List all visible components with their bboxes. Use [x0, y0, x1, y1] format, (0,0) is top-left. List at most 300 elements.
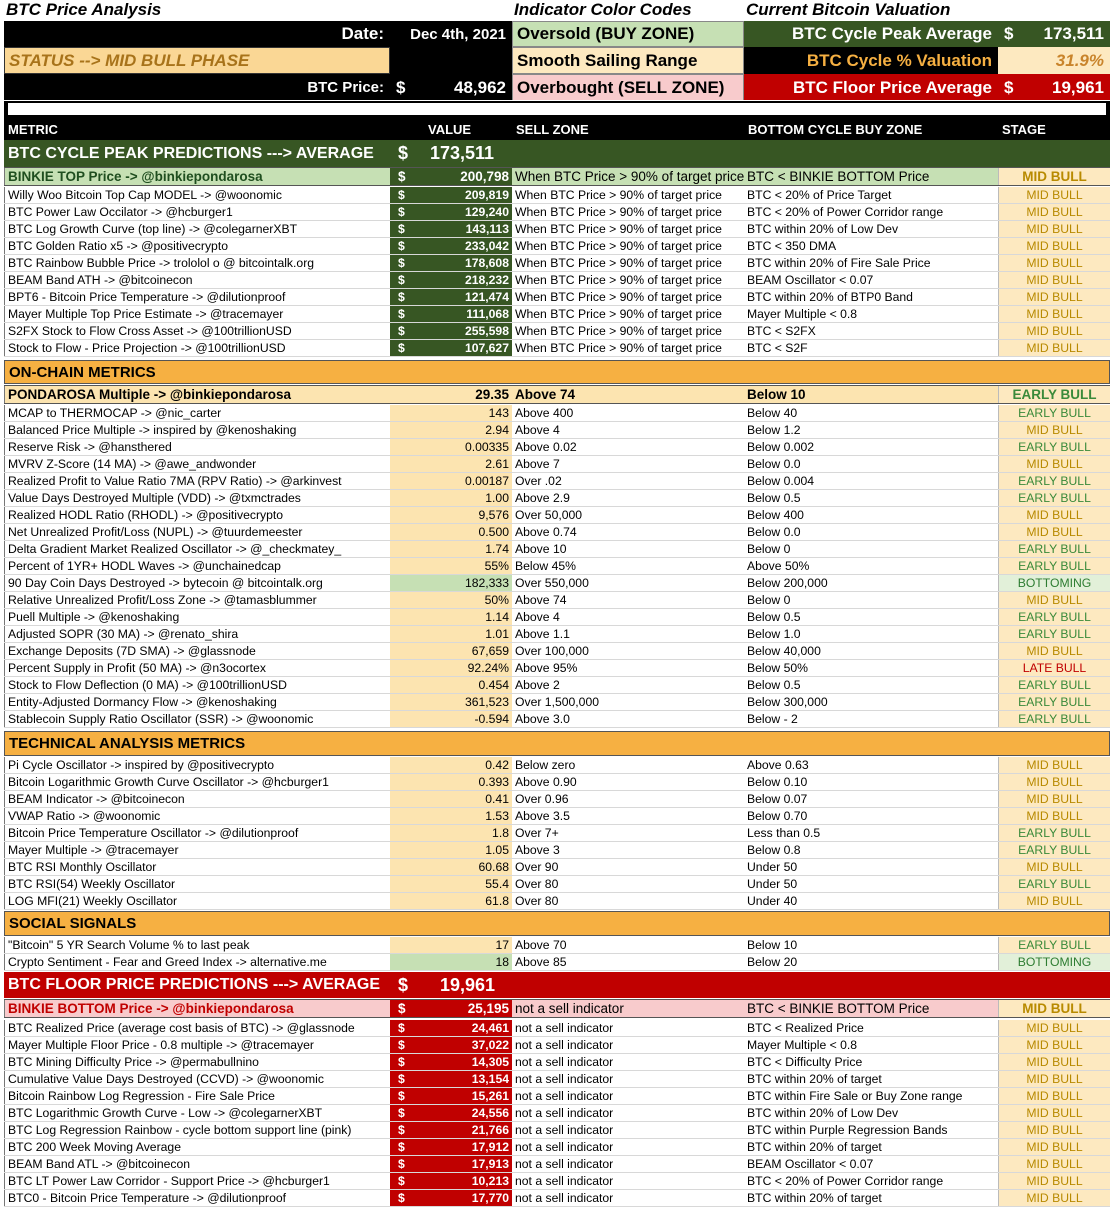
value-currency: $	[390, 1156, 420, 1172]
metric-row	[4, 1122, 1110, 1139]
stage-badge: MID BULL	[998, 1122, 1110, 1138]
metric-value: 14,305	[420, 1054, 512, 1070]
buy-zone: Below - 2	[747, 712, 798, 726]
metric-row	[4, 306, 1110, 323]
metric-row	[4, 643, 1110, 660]
lead-metric-name: BINKIE BOTTOM Price -> @binkiepondarosa	[4, 1000, 390, 1017]
metric-name: Realized HODL Ratio (RHODL) -> @positivecrypto	[4, 507, 390, 523]
metric-name: Stock to Flow Deflection (0 MA) -> @100trillionUSD	[4, 677, 390, 693]
lead-metric-name: BINKIE TOP Price -> @binkiepondarosa	[4, 168, 390, 185]
header-row-3	[4, 47, 1110, 74]
metric-value: 143,113	[420, 221, 512, 237]
sell-zone: Above 2	[515, 678, 560, 692]
metric-value: 60.68	[390, 859, 512, 875]
sell-zone: Above 3	[515, 843, 560, 857]
sell-zone: not a sell indicator	[515, 1140, 614, 1154]
lead-metric-name: PONDAROSA Multiple -> @binkiepondarosa	[4, 386, 390, 403]
col-sell: SELL ZONE	[516, 121, 589, 137]
stage-badge: BOTTOMING	[998, 575, 1110, 591]
header-row-2	[4, 21, 1110, 47]
col-stage: STAGE	[1002, 121, 1046, 137]
sell-zone: not a sell indicator	[515, 1174, 614, 1188]
metric-value: 209,819	[420, 187, 512, 203]
peak-average-label: BTC Cycle Peak Average	[744, 21, 998, 47]
buy-zone: Below 400	[747, 508, 804, 522]
header-row-1	[4, 0, 1110, 20]
stage-badge: MID BULL	[998, 791, 1110, 807]
value-currency: $	[390, 1105, 420, 1121]
smooth-legend: Smooth Sailing Range	[512, 47, 744, 74]
sell-zone: When BTC Price > 90% of target price	[515, 307, 722, 321]
sell-zone: Below 45%	[515, 559, 576, 573]
stage-badge: EARLY BULL	[998, 711, 1110, 727]
buy-zone: BTC within Purple Regression Bands	[747, 1123, 948, 1137]
metric-name: BTC0 - Bitcoin Price Temperature -> @dilutionproof	[4, 1190, 390, 1206]
sell-zone: Below zero	[515, 758, 576, 772]
metric-row	[4, 1173, 1110, 1190]
sell-zone: Above 2.9	[515, 491, 570, 505]
buy-zone: Below 10	[747, 938, 798, 952]
stage-badge: MID BULL	[998, 1190, 1110, 1206]
valuation-title: Current Bitcoin Valuation	[746, 0, 951, 19]
stage-badge: MID BULL	[998, 306, 1110, 322]
floor-section-fill	[512, 972, 1110, 998]
metric-row	[4, 405, 1110, 422]
buy-zone: Mayer Multiple < 0.8	[747, 307, 858, 321]
stage-badge: EARLY BULL	[998, 876, 1110, 892]
stage-badge: EARLY BULL	[998, 439, 1110, 455]
value-currency: $	[390, 306, 420, 322]
sell-zone: When BTC Price > 90% of target price	[515, 188, 722, 202]
metric-value: 21,766	[420, 1122, 512, 1138]
stage-badge: MID BULL	[998, 272, 1110, 288]
lead-value-currency: $	[390, 1000, 420, 1017]
metric-name: BTC Logarithmic Growth Curve - Low -> @colegarnerXBT	[4, 1105, 390, 1121]
sell-zone: When BTC Price > 90% of target price	[515, 205, 722, 219]
technical-section-header	[4, 731, 1110, 756]
metric-value: 111,068	[420, 306, 512, 322]
metric-row	[4, 694, 1110, 711]
sell-zone: Over 1,500,000	[515, 695, 600, 709]
metric-value: 55%	[390, 558, 512, 574]
peak-average-currency: $	[998, 21, 1022, 47]
stage-badge: EARLY BULL	[998, 541, 1110, 557]
metric-row	[4, 1037, 1110, 1054]
metric-value: 0.42	[390, 757, 512, 773]
sell-zone: Above 400	[515, 406, 574, 420]
pct-valuation-label: BTC Cycle % Valuation	[744, 47, 998, 74]
metric-value: 18	[390, 954, 512, 970]
stage-badge: EARLY BULL	[998, 694, 1110, 710]
metric-value: 178,608	[420, 255, 512, 271]
metric-row	[4, 808, 1110, 825]
metric-row	[4, 541, 1110, 558]
metric-name: Pi Cycle Oscillator -> inspired by @positivecrypto	[4, 757, 390, 773]
buy-zone: BTC within 20% of target	[747, 1140, 882, 1154]
sell-zone: When BTC Price > 90% of target price	[515, 239, 722, 253]
overbought-legend: Overbought (SELL ZONE)	[512, 74, 744, 101]
metric-value: 61.8	[390, 893, 512, 909]
buy-zone: Under 40	[747, 894, 798, 908]
stage-badge: MID BULL	[998, 323, 1110, 339]
value-currency: $	[390, 238, 420, 254]
value-currency: $	[390, 1037, 420, 1053]
metric-value: 107,627	[420, 340, 512, 356]
metric-row	[4, 1020, 1110, 1037]
metric-row	[4, 791, 1110, 808]
value-currency: $	[390, 187, 420, 203]
stage-badge: EARLY BULL	[998, 405, 1110, 421]
buy-zone: BTC within 20% of target	[747, 1191, 882, 1205]
sell-zone: not a sell indicator	[515, 1123, 614, 1137]
buy-zone: BTC within 20% of Fire Sale Price	[747, 256, 931, 270]
metric-row	[4, 937, 1110, 954]
metric-name: VWAP Ratio -> @woonomic	[4, 808, 390, 824]
stage-badge: EARLY BULL	[998, 825, 1110, 841]
metric-name: Mayer Multiple Floor Price - 0.8 multiple -> @tracemayer	[4, 1037, 390, 1053]
metric-row	[4, 711, 1110, 728]
value-currency: $	[390, 204, 420, 220]
value-currency: $	[390, 1054, 420, 1070]
metric-value: 218,232	[420, 272, 512, 288]
metric-name: Bitcoin Logarithmic Growth Curve Oscillator -> @hcburger1	[4, 774, 390, 790]
metric-row	[4, 340, 1110, 357]
metric-name: BTC LT Power Law Corridor - Support Price -> @hcburger1	[4, 1173, 390, 1189]
buy-zone: Below 1.2	[747, 423, 801, 437]
lead-metric-value: 200,798	[420, 168, 512, 185]
sell-zone: Over 80	[515, 894, 559, 908]
metric-value: 143	[390, 405, 512, 421]
pct-valuation-value: 31.9%	[998, 47, 1110, 74]
sell-zone: When BTC Price > 90% of target price	[515, 324, 722, 338]
sell-zone: not a sell indicator	[515, 1021, 614, 1035]
stage-badge: BOTTOMING	[998, 954, 1110, 970]
stage-badge: MID BULL	[998, 808, 1110, 824]
sell-zone: not a sell indicator	[515, 1157, 614, 1171]
metric-name: Realized Profit to Value Ratio 7MA (RPV Ratio) -> @arkinvest	[4, 473, 390, 489]
stage-badge: MID BULL	[998, 643, 1110, 659]
date-value: Dec 4th, 2021	[390, 21, 512, 47]
report-title: BTC Price Analysis	[6, 0, 162, 19]
metric-name: "Bitcoin" 5 YR Search Volume % to last peak	[4, 937, 390, 953]
metric-name: LOG MFI(21) Weekly Oscillator	[4, 893, 390, 909]
sell-zone: Above 0.74	[515, 525, 577, 539]
buy-zone: BTC < 20% of Power Corridor range	[747, 205, 944, 219]
buy-zone: Less than 0.5	[747, 826, 821, 840]
sell-zone: Above 95%	[515, 661, 578, 675]
metric-name: Percent of 1YR+ HODL Waves -> @unchainedcap	[4, 558, 390, 574]
metric-name: Exchange Deposits (7D SMA) -> @glassnode	[4, 643, 390, 659]
metric-value: 17,770	[420, 1190, 512, 1206]
stage-badge: MID BULL	[998, 1139, 1110, 1155]
metric-value: 92.24%	[390, 660, 512, 676]
sell-zone: Over 100,000	[515, 644, 589, 658]
floor-section-title: BTC FLOOR PRICE PREDICTIONS ---> AVERAGE	[4, 972, 390, 998]
buy-zone: Below 0.5	[747, 610, 801, 624]
onchain-section-title: ON-CHAIN METRICS	[9, 363, 156, 381]
stage-badge: MID BULL	[998, 757, 1110, 773]
stage-badge: MID BULL	[998, 1071, 1110, 1087]
metric-row	[4, 842, 1110, 859]
floor-lead-row	[4, 999, 1110, 1018]
sell-zone: Over 7+	[515, 826, 559, 840]
technical-section-title: TECHNICAL ANALYSIS METRICS	[9, 735, 246, 752]
col-buy: BOTTOM CYCLE BUY ZONE	[748, 121, 923, 137]
status-spacer	[390, 47, 512, 74]
buy-zone: BTC < S2F	[747, 341, 808, 355]
buy-zone: Below 0	[747, 542, 791, 556]
stage-badge: MID BULL	[998, 422, 1110, 438]
metric-name: BTC Golden Ratio x5 -> @positivecrypto	[4, 238, 390, 254]
lead-buy-zone: Below 10	[747, 387, 806, 402]
metric-row	[4, 575, 1110, 592]
value-currency: $	[390, 1173, 420, 1189]
metric-value: 67,659	[390, 643, 512, 659]
buy-zone: Below 0.70	[747, 809, 808, 823]
metric-name: Value Days Destroyed Multiple (VDD) -> @txmctrades	[4, 490, 390, 506]
metric-value: 0.454	[390, 677, 512, 693]
metric-row	[4, 204, 1110, 221]
stage-badge: EARLY BULL	[998, 937, 1110, 953]
metric-name: Cumulative Value Days Destroyed (CCVD) -> @woonomic	[4, 1071, 390, 1087]
stage-badge: MID BULL	[998, 187, 1110, 203]
metric-value: 13,154	[420, 1071, 512, 1087]
metric-name: Percent Supply in Profit (50 MA) -> @n3ocortex	[4, 660, 390, 676]
floor-section-average: 19,961	[420, 972, 512, 998]
metric-row	[4, 289, 1110, 306]
value-currency: $	[390, 1088, 420, 1104]
metric-row	[4, 524, 1110, 541]
sell-zone: When BTC Price > 90% of target price	[515, 222, 722, 236]
metric-row	[4, 1088, 1110, 1105]
metric-row	[4, 558, 1110, 575]
metric-name: BTC Mining Difficulty Price -> @permabullnino	[4, 1054, 390, 1070]
metric-row	[4, 1156, 1110, 1173]
metric-name: Mayer Multiple Top Price Estimate -> @tracemayer	[4, 306, 390, 322]
metric-name: Net Unrealized Profit/Loss (NUPL) -> @tuurdemeester	[4, 524, 390, 540]
stage-badge: MID BULL	[998, 289, 1110, 305]
sell-zone: When BTC Price > 90% of target price	[515, 341, 722, 355]
metric-value: 1.74	[390, 541, 512, 557]
metric-value: 17,912	[420, 1139, 512, 1155]
buy-zone: BTC < S2FX	[747, 324, 816, 338]
metric-name: MCAP to THERMOCAP -> @nic_carter	[4, 405, 390, 421]
peak-section-average: 173,511	[420, 140, 512, 167]
stage-badge: EARLY BULL	[998, 677, 1110, 693]
metric-name: S2FX Stock to Flow Cross Asset -> @100trillionUSD	[4, 323, 390, 339]
column-header-row	[4, 118, 1110, 140]
metric-row	[4, 677, 1110, 694]
floor-average-value: 19,961	[1022, 74, 1110, 101]
sell-zone: Above 7	[515, 457, 560, 471]
oversold-legend: Oversold (BUY ZONE)	[512, 21, 744, 47]
buy-zone: Below 0.004	[747, 474, 815, 488]
onchain-lead-row	[4, 385, 1110, 404]
floor-section-currency: $	[390, 972, 420, 998]
metric-name: BTC RSI Monthly Oscillator	[4, 859, 390, 875]
peak-average-value: 173,511	[1022, 21, 1110, 47]
metric-value: 1.01	[390, 626, 512, 642]
stage-badge: MID BULL	[998, 1037, 1110, 1053]
stage-badge: EARLY BULL	[998, 473, 1110, 489]
lead-stage-badge: EARLY BULL	[998, 386, 1110, 403]
buy-zone: BTC < 20% of Power Corridor range	[747, 1174, 944, 1188]
metric-row	[4, 893, 1110, 910]
buy-zone: BTC < Difficulty Price	[747, 1055, 863, 1069]
stage-badge: MID BULL	[998, 1105, 1110, 1121]
stage-badge: MID BULL	[998, 221, 1110, 237]
buy-zone: Under 50	[747, 860, 798, 874]
value-currency: $	[390, 1122, 420, 1138]
metric-row	[4, 422, 1110, 439]
buy-zone: Below 1.0	[747, 627, 801, 641]
metric-name: Crypto Sentiment - Fear and Greed Index -> alternative.me	[4, 954, 390, 970]
metric-row	[4, 660, 1110, 677]
lead-stage-badge: MID BULL	[998, 1000, 1110, 1017]
metric-row	[4, 1071, 1110, 1088]
lead-value-currency: $	[390, 168, 420, 185]
metric-row	[4, 609, 1110, 626]
sell-zone: Over 50,000	[515, 508, 583, 522]
buy-zone: BTC within Fire Sale or Buy Zone range	[747, 1089, 963, 1103]
sell-zone: Above 1.1	[515, 627, 570, 641]
lead-buy-zone: BTC < BINKIE BOTTOM Price	[747, 1001, 930, 1016]
btc-price-value: 48,962	[420, 74, 512, 101]
metric-row	[4, 490, 1110, 507]
floor-average-currency: $	[998, 74, 1022, 101]
buy-zone: Below 0.07	[747, 792, 808, 806]
metric-name: Bitcoin Price Temperature Oscillator -> @dilutionproof	[4, 825, 390, 841]
metric-row	[4, 774, 1110, 791]
peak-lead-row	[4, 167, 1110, 186]
buy-zone: BTC < 20% of Price Target	[747, 188, 892, 202]
metric-name: Balanced Price Multiple -> inspired by @kenoshaking	[4, 422, 390, 438]
metric-name: Relative Unrealized Profit/Loss Zone -> @tamasblummer	[4, 592, 390, 608]
buy-zone: Below 0.0	[747, 525, 801, 539]
metric-row	[4, 456, 1110, 473]
sell-zone: Above 4	[515, 610, 560, 624]
metric-row	[4, 876, 1110, 893]
value-currency: $	[390, 323, 420, 339]
metric-name: Bitcoin Rainbow Log Regression - Fire Sale Price	[4, 1088, 390, 1104]
metric-value: 1.14	[390, 609, 512, 625]
buy-zone: Below 0.5	[747, 491, 801, 505]
metric-name: BPT6 - Bitcoin Price Temperature -> @dilutionproof	[4, 289, 390, 305]
sell-zone: Above 70	[515, 938, 567, 952]
lead-stage-badge: MID BULL	[998, 168, 1110, 185]
stage-badge: EARLY BULL	[998, 842, 1110, 858]
metric-row	[4, 238, 1110, 255]
sell-zone: When BTC Price > 90% of target price	[515, 256, 722, 270]
metric-name: Puell Multiple -> @kenoshaking	[4, 609, 390, 625]
metric-row	[4, 255, 1110, 272]
metric-row	[4, 954, 1110, 971]
metric-name: BTC 200 Week Moving Average	[4, 1139, 390, 1155]
metric-row	[4, 1054, 1110, 1071]
metric-row	[4, 592, 1110, 609]
stage-badge: MID BULL	[998, 859, 1110, 875]
sell-zone: Over 550,000	[515, 576, 589, 590]
sell-zone: Above 3.5	[515, 809, 570, 823]
metric-value: -0.594	[390, 711, 512, 727]
stage-badge: MID BULL	[998, 524, 1110, 540]
lead-sell-zone: Above 74	[515, 387, 576, 402]
buy-zone: BTC within 20% of BTP0 Band	[747, 290, 913, 304]
metric-value: 233,042	[420, 238, 512, 254]
value-currency: $	[390, 289, 420, 305]
sell-zone: not a sell indicator	[515, 1089, 614, 1103]
metric-value: 0.500	[390, 524, 512, 540]
stage-badge: MID BULL	[998, 507, 1110, 523]
metric-value: 0.00335	[390, 439, 512, 455]
metric-name: BTC Realized Price (average cost basis of BTC) -> @glassnode	[4, 1020, 390, 1036]
buy-zone: Below 20	[747, 955, 798, 969]
metric-row	[4, 757, 1110, 774]
buy-zone: BTC within 20% of Low Dev	[747, 1106, 899, 1120]
metric-value: 15,261	[420, 1088, 512, 1104]
value-currency: $	[390, 1190, 420, 1206]
value-currency: $	[390, 255, 420, 271]
metric-row	[4, 1139, 1110, 1156]
metric-name: BEAM Band ATH -> @bitcoinecon	[4, 272, 390, 288]
sell-zone: Over 90	[515, 860, 559, 874]
metric-value: 37,022	[420, 1037, 512, 1053]
metric-name: BEAM Band ATL -> @bitcoinecon	[4, 1156, 390, 1172]
metric-value: 1.05	[390, 842, 512, 858]
stage-badge: MID BULL	[998, 1156, 1110, 1172]
value-currency: $	[390, 1071, 420, 1087]
metric-name: Entity-Adjusted Dormancy Flow -> @kenoshaking	[4, 694, 390, 710]
header-divider-white	[8, 103, 1106, 115]
sell-zone: not a sell indicator	[515, 1072, 614, 1086]
metric-name: BTC RSI(54) Weekly Oscillator	[4, 876, 390, 892]
metric-name: BEAM Indicator -> @bitcoinecon	[4, 791, 390, 807]
metric-name: Stock to Flow - Price Projection -> @100trillionUSD	[4, 340, 390, 356]
sell-zone: not a sell indicator	[515, 1106, 614, 1120]
buy-zone: BEAM Oscillator < 0.07	[747, 273, 874, 287]
lead-metric-value: 29.35	[475, 387, 509, 402]
metric-row	[4, 859, 1110, 876]
buy-zone: BTC within 20% of Low Dev	[747, 222, 899, 236]
sell-zone: not a sell indicator	[515, 1038, 614, 1052]
metric-row	[4, 1105, 1110, 1122]
buy-zone: Below 0.10	[747, 775, 808, 789]
onchain-section-header	[4, 360, 1110, 384]
metric-value: 24,461	[420, 1020, 512, 1036]
sell-zone: not a sell indicator	[515, 1191, 614, 1205]
buy-zone: BTC within 20% of target	[747, 1072, 882, 1086]
metric-value: 17	[390, 937, 512, 953]
metric-row	[4, 439, 1110, 456]
value-currency: $	[390, 272, 420, 288]
metric-row	[4, 1190, 1110, 1207]
sell-zone: Above 0.90	[515, 775, 577, 789]
stage-badge: MID BULL	[998, 893, 1110, 909]
peak-section-currency: $	[390, 140, 420, 167]
lead-metric-value: 25,195	[420, 1000, 512, 1017]
buy-zone: BEAM Oscillator < 0.07	[747, 1157, 874, 1171]
stage-badge: EARLY BULL	[998, 626, 1110, 642]
metric-row	[4, 473, 1110, 490]
stage-badge: MID BULL	[998, 1054, 1110, 1070]
buy-zone: Below 300,000	[747, 695, 828, 709]
sell-zone: Over 80	[515, 877, 559, 891]
social-section-title: SOCIAL SIGNALS	[9, 915, 137, 932]
metric-value: 0.00187	[390, 473, 512, 489]
metric-value: 255,598	[420, 323, 512, 339]
buy-zone: Below 0.002	[747, 440, 815, 454]
metric-value: 1.8	[390, 825, 512, 841]
